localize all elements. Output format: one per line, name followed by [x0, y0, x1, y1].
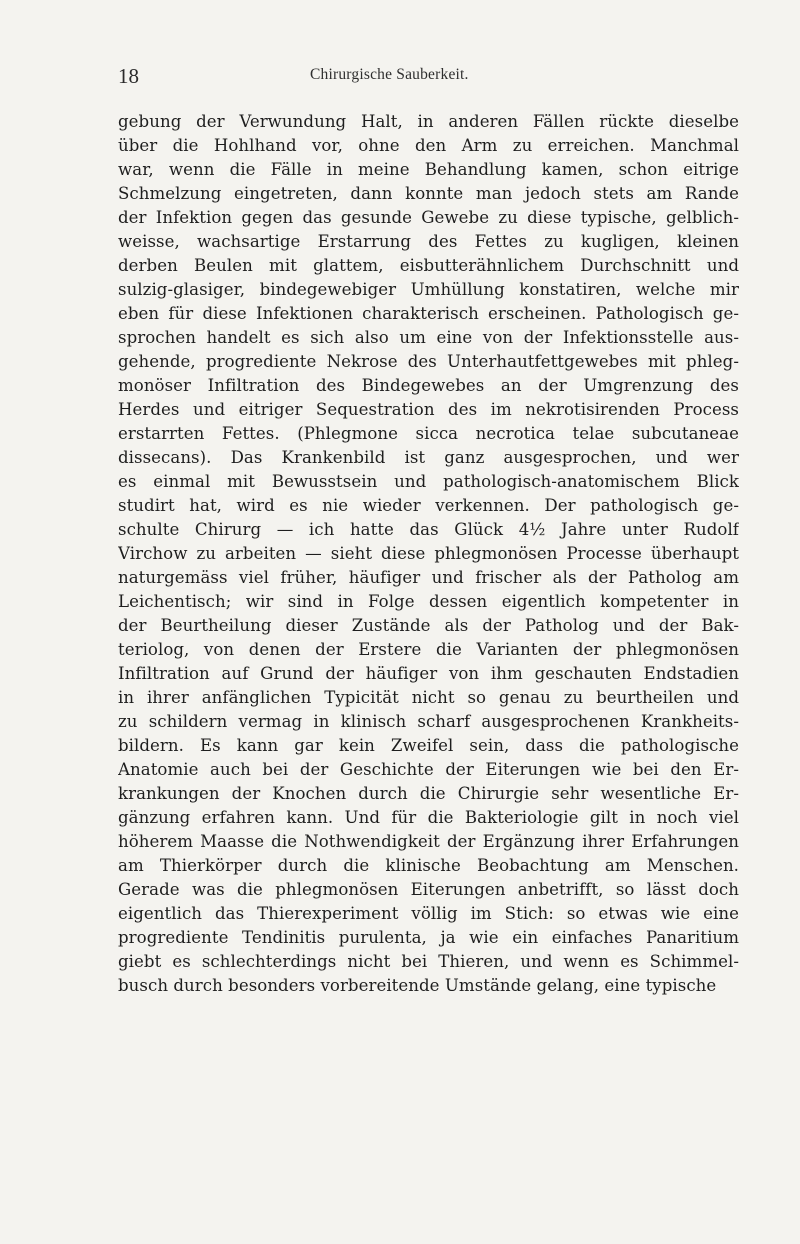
- text-line: giebt es schlechterdings nicht bei Thieren, und wenn es Schimmel-: [118, 952, 739, 971]
- text-line: Gerade was die phlegmonösen Eiterungen anbetrifft, so lässt doch: [118, 880, 739, 899]
- running-title: Chirurgische Sauberkeit.: [310, 66, 469, 83]
- text-line: bildern. Es kann gar kein Zweifel sein, dass die pathologische: [118, 736, 739, 755]
- text-line: gehende, progrediente Nekrose des Unterhautfettgewebes mit phleg-: [118, 352, 739, 371]
- text-line: krankungen der Knochen durch die Chirurgie sehr wesentliche Er-: [118, 784, 739, 803]
- text-line: studirt hat, wird es nie wieder verkennen. Der pathologisch ge-: [118, 496, 739, 515]
- text-line: eben für diese Infektionen charakterisch erscheinen. Pathologisch ge-: [118, 304, 739, 323]
- text-line: Anatomie auch bei der Geschichte der Eiterungen wie bei den Er-: [118, 760, 739, 779]
- text-line: teriolog, von denen der Erstere die Varianten der phlegmonösen: [118, 640, 739, 659]
- text-line: monöser Infiltration des Bindegewebes an der Umgrenzung des: [118, 376, 739, 395]
- text-line: sulzig-glasiger, bindegewebiger Umhüllung konstatiren, welche mir: [118, 280, 739, 299]
- text-line: der Beurtheilung dieser Zustände als der Patholog und der Bak-: [118, 616, 739, 635]
- text-line: Infiltration auf Grund der häufiger von ihm geschauten Endstadien: [118, 664, 739, 683]
- text-line: erstarrten Fettes. (Phlegmone sicca necrotica telae subcutaneae: [118, 424, 739, 443]
- text-line: schulte Chirurg — ich hatte das Glück 4½ Jahre unter Rudolf: [118, 520, 739, 539]
- text-line: höherem Maasse die Nothwendigkeit der Ergänzung ihrer Erfahrungen: [118, 832, 739, 851]
- text-line: dissecans). Das Krankenbild ist ganz ausgesprochen, und wer: [118, 448, 739, 467]
- text-line: Virchow zu arbeiten — sieht diese phlegmonösen Processe überhaupt: [118, 544, 739, 563]
- text-line: busch durch besonders vorbereitende Umstände gelang, eine typische: [118, 976, 717, 995]
- text-line: Schmelzung eingetreten, dann konnte man jedoch stets am Rande: [118, 184, 739, 203]
- body-paragraph: [118, 110, 739, 998]
- text-line: weisse, wachsartige Erstarrung des Fettes zu kugligen, kleinen: [118, 232, 739, 251]
- text-line: über die Hohlhand vor, ohne den Arm zu erreichen. Manchmal: [118, 136, 739, 155]
- text-line: sprochen handelt es sich also um eine von der Infektionsstelle aus-: [118, 328, 739, 347]
- text-line: es einmal mit Bewusstsein und pathologisch-anatomischem Blick: [118, 472, 739, 491]
- text-line: am Thierkörper durch die klinische Beobachtung am Menschen.: [118, 856, 739, 875]
- text-line: gebung der Verwundung Halt, in anderen Fällen rückte dieselbe: [118, 112, 739, 131]
- text-line: zu schildern vermag in klinisch scharf ausgesprochenen Krankheits-: [118, 712, 739, 731]
- text-line: in ihrer anfänglichen Typicität nicht so genau zu beurtheilen und: [118, 688, 739, 707]
- text-line: progrediente Tendinitis purulenta, ja wie ein einfaches Panaritium: [118, 928, 739, 947]
- text-line: naturgemäss viel früher, häufiger und frischer als der Patholog am: [118, 568, 739, 587]
- text-line: war, wenn die Fälle in meine Behandlung kamen, schon eitrige: [118, 160, 739, 179]
- text-line: Leichentisch; wir sind in Folge dessen eigentlich kompetenter in: [118, 592, 739, 611]
- text-line: der Infektion gegen das gesunde Gewebe zu diese typische, gelblich-: [118, 208, 739, 227]
- text-line: Herdes und eitriger Sequestration des im nekrotisirenden Process: [118, 400, 739, 419]
- text-line: eigentlich das Thierexperiment völlig im Stich: so etwas wie eine: [118, 904, 739, 923]
- page-header: [118, 64, 738, 94]
- text-line: gänzung erfahren kann. Und für die Bakteriologie gilt in noch viel: [118, 808, 739, 827]
- page-number: 18: [118, 64, 139, 88]
- text-line: derben Beulen mit glattem, eisbutterähnlichem Durchschnitt und: [118, 256, 739, 275]
